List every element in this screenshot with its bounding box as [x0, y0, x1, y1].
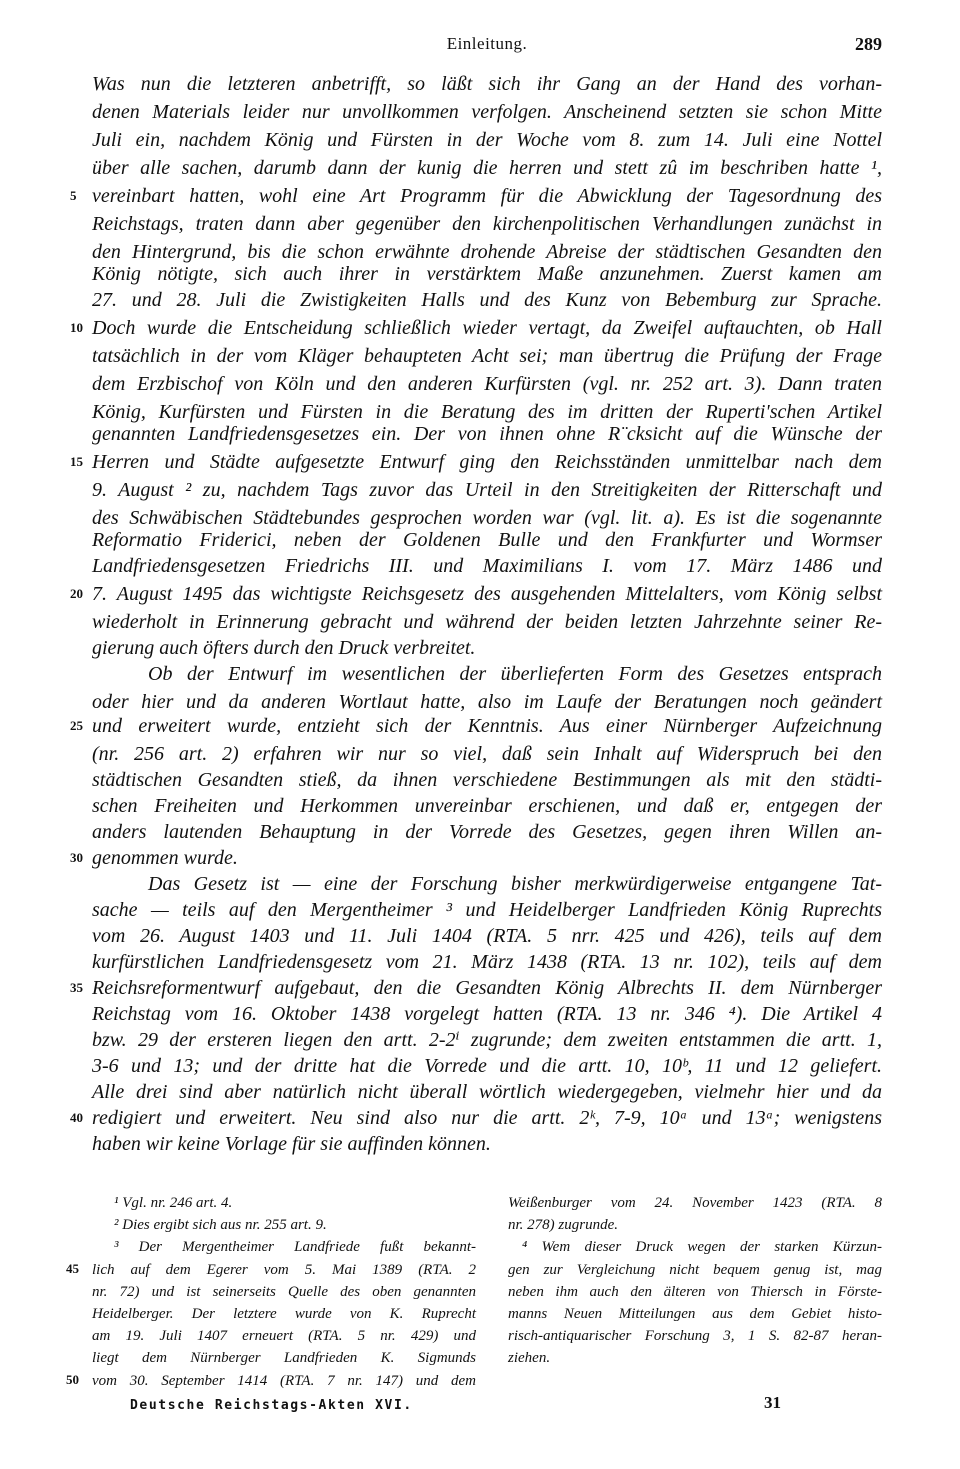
- footnote-line: ziehen.: [508, 1350, 551, 1367]
- line-number: 40: [70, 1110, 83, 1125]
- body-line: vereinbart hatten, wohl eine Art Programm für die Abwicklung der Tagesordnung des: [92, 185, 882, 207]
- body-line: Reichstags, traten dann aber gegenüber den kirchenpolitischen Verhandlungen zunächst in: [92, 213, 882, 235]
- body-line: denen Materials leider nur unvollkommen verfolgen. Anscheinend setzten sie schon Mitte: [92, 101, 882, 123]
- body-line: bzw. 29 der ersteren liegen den artt. 2-2ⁱ zugrunde; dem zweiten entstammen die artt. 1,: [92, 1029, 882, 1051]
- footnote-line: risch-antiquarischer Forschung 3, 1 S. 82-87 heran-: [508, 1328, 882, 1345]
- footnote-line-number: 50: [66, 1372, 79, 1387]
- page-header: [92, 34, 882, 58]
- body-line: Reichstag vom 16. Oktober 1438 vorgelegt hatten (RTA. 13 nr. 346 ⁴). Die Artikel 4: [92, 1003, 882, 1025]
- body-line: vom 26. August 1403 und 11. Juli 1404 (RTA. 5 nrr. 425 und 426), teils auf dem: [92, 925, 882, 947]
- body-line: Was nun die letzteren anbetrifft, so läßt sich ihr Gang an der Hand des vorhan-: [92, 73, 882, 95]
- line-number: 25: [70, 718, 83, 733]
- body-line: über alle sachen, darumb dann der kunig die herren und stett zû im beschriben hatte ¹,: [92, 157, 882, 179]
- footnote-line: gen zur Vergleichung nicht bequem genug ist, mag: [508, 1261, 882, 1278]
- footnote-line: manns Neuen Mitteilungen aus dem Gebiet histo-: [508, 1305, 882, 1322]
- footnotes-right-column: [508, 1192, 882, 1370]
- body-line: Reichsreformentwurf aufgebaut, den die Gesandten König Albrechts II. dem Nürnberger: [92, 977, 882, 999]
- body-line: sache — teils auf den Mergentheimer ³ und Heidelberger Landfrieden König Ruprechts: [92, 899, 882, 921]
- body-line: gierung auch öfters durch den Druck verbreitet.: [92, 637, 476, 659]
- body-line: Alle drei sind aber natürlich nicht überall wörtlich wiedergegeben, vielmehr hier und da: [92, 1081, 882, 1103]
- footnote-line: ⁴ Wem dieser Druck wegen der starken Kürzun-: [522, 1239, 882, 1256]
- body-line: kurfürstlichen Landfriedensgesetz vom 21. März 1438 (RTA. 13 nr. 102), teils auf dem: [92, 951, 882, 973]
- printer-signature: Deutsche Reichstags-Akten XVI.: [130, 1398, 413, 1413]
- body-line: Das Gesetz ist — eine der Forschung bisher merkwürdigerweise entgangene Tat-: [148, 873, 882, 895]
- body-line: 27. und 28. Juli die Zwistigkeiten Halls und des Kunz von Bebemburg zur Sprache.: [92, 289, 882, 311]
- body-line: Herren und Städte aufgesetzte Entwurf ging den Reichsständen unmittelbar nach dem: [92, 451, 882, 473]
- body-line: dem Erzbischof von Köln und den anderen Kurfürsten (vgl. nr. 252 art. 3). Dann traten: [92, 373, 882, 395]
- body-line: König, Kurfürsten und Fürsten in die Beratung des im dritten der Ruperti'schen Artikel: [92, 401, 882, 423]
- body-line: 3-6 und 13; und der dritte hat die Vorrede und die artt. 10, 10ᵇ, 11 und 12 geliefert.: [92, 1055, 882, 1077]
- footnote-line: am 19. Juli 1407 erneuert (RTA. 5 nr. 429) und: [92, 1328, 476, 1345]
- body-line: oder hier und da anderen Wortlaut hatte, also im Laufe der Beratungen noch geändert: [92, 691, 882, 713]
- body-line: Doch wurde die Entscheidung schließlich wieder vertagt, da Zweifel auftauchten, ob Hall: [92, 317, 882, 339]
- body-line: haben wir keine Vorlage für sie auffinden können.: [92, 1133, 491, 1155]
- body-line: Landfriedensgesetzen Friedrichs III. und Maximilians I. vom 17. März 1486 und: [92, 555, 882, 577]
- body-line: den Hintergrund, bis die schon erwähnte drohende Abreise der städtischen Gesandten den: [92, 241, 882, 263]
- footnote-line: Weißenburger vom 24. November 1423 (RTA. 8: [508, 1195, 882, 1211]
- body-line: des Schwäbischen Städtebundes gesprochen worden war (vgl. lit. a). Es ist die sogenannte: [92, 507, 882, 529]
- body-line: wiederholt in Erinnerung gebracht und während der beiden letzten Jahrzehnte seiner Re-: [92, 611, 882, 633]
- body-line: König nötigte, sich auch ihrer in verstärktem Maße anzunehmen. Zuerst kamen am: [92, 263, 882, 285]
- sheet-number: 31: [764, 1393, 781, 1412]
- body-line: redigiert und erweitert. Neu sind also nur die artt. 2ᵏ, 7-9, 10ᵃ und 13ᵃ; wenigstens: [92, 1107, 882, 1129]
- body-line: schen Freiheiten und Herkommen unvereinbar erschienen, und daß er, entgegen der: [92, 795, 882, 817]
- line-number: 20: [70, 586, 83, 601]
- body-line: tatsächlich in der vom Kläger behaupteten Acht sei; man übertrug die Prüfung der Frage: [92, 345, 882, 367]
- footnote-line: neben ihm auch den älteren von Thiersch in Förste-: [508, 1283, 882, 1300]
- footnote-line: vom 30. September 1414 (RTA. 7 nr. 147) und dem: [92, 1372, 476, 1389]
- footnote-line: nr. 278) zugrunde.: [508, 1217, 619, 1234]
- line-number: 5: [70, 188, 77, 203]
- line-number: 15: [70, 454, 83, 469]
- body-line: (nr. 256 art. 2) erfahren wir nur so viel, daß sein Inhalt auf Widerspruch bei den: [92, 743, 882, 765]
- body-line: genommen wurde.: [92, 847, 238, 869]
- footnote-line: ¹ Vgl. nr. 246 art. 4.: [114, 1195, 233, 1211]
- footnote-line-number: 45: [66, 1261, 79, 1276]
- body-line: Juli ein, nachdem König und Fürsten in der Woche vom 8. zum 14. Juli eine Nottel: [92, 129, 882, 151]
- body-line: Ob der Entwurf im wesentlichen der überlieferten Form des Gesetzes entsprach: [148, 663, 882, 685]
- body-line: städtischen Gesandten stieß, da ihnen verschiedene Bestimmungen als mit den städti-: [92, 769, 882, 791]
- footnote-line: Heidelberger. Der letztere wurde von K. Ruprecht: [92, 1305, 476, 1322]
- running-head: Einleitung.: [446, 34, 528, 53]
- footnote-line: liegt dem Nürnberger Landfrieden K. Sigmunds: [92, 1350, 476, 1367]
- footnote-line: lich auf dem Egerer vom 5. Mai 1389 (RTA. 2: [92, 1261, 476, 1278]
- body-line: 7. August 1495 das wichtigste Reichsgesetz des ausgehenden Mittelalters, vom König selbst: [92, 583, 882, 605]
- footnotes-left-column: [92, 1192, 476, 1392]
- body-line: genannten Landfriedensgesetzes ein. Der von ihnen ohne R¨cksicht auf die Wünsche der: [92, 423, 882, 445]
- line-number: 10: [70, 320, 83, 335]
- line-number: 30: [70, 850, 83, 865]
- body-line: und erweitert wurde, entzieht sich der Kenntnis. Aus einer Nürnberger Aufzeichnung: [92, 715, 882, 737]
- body-line: anders lautenden Behauptung in der Vorrede des Gesetzes, gegen ihren Willen an-: [92, 821, 882, 843]
- page-number: 289: [855, 34, 882, 54]
- footnote-line: nr. 72) und ist seinerseits Quelle des oben genannten: [92, 1283, 476, 1300]
- footnote-line: ² Dies ergibt sich aus nr. 255 art. 9.: [114, 1217, 327, 1234]
- body-line: 9. August ² zu, nachdem Tags zuvor das Urteil in den Streitigkeiten der Ritterschaft und: [92, 479, 882, 501]
- footnote-line: ³ Der Mergentheimer Landfriede fußt bekannt-: [114, 1239, 476, 1256]
- body-line: Reformatio Friderici, neben der Goldenen Bulle und den Frankfurter und Wormser: [92, 529, 882, 551]
- line-number: 35: [70, 980, 83, 995]
